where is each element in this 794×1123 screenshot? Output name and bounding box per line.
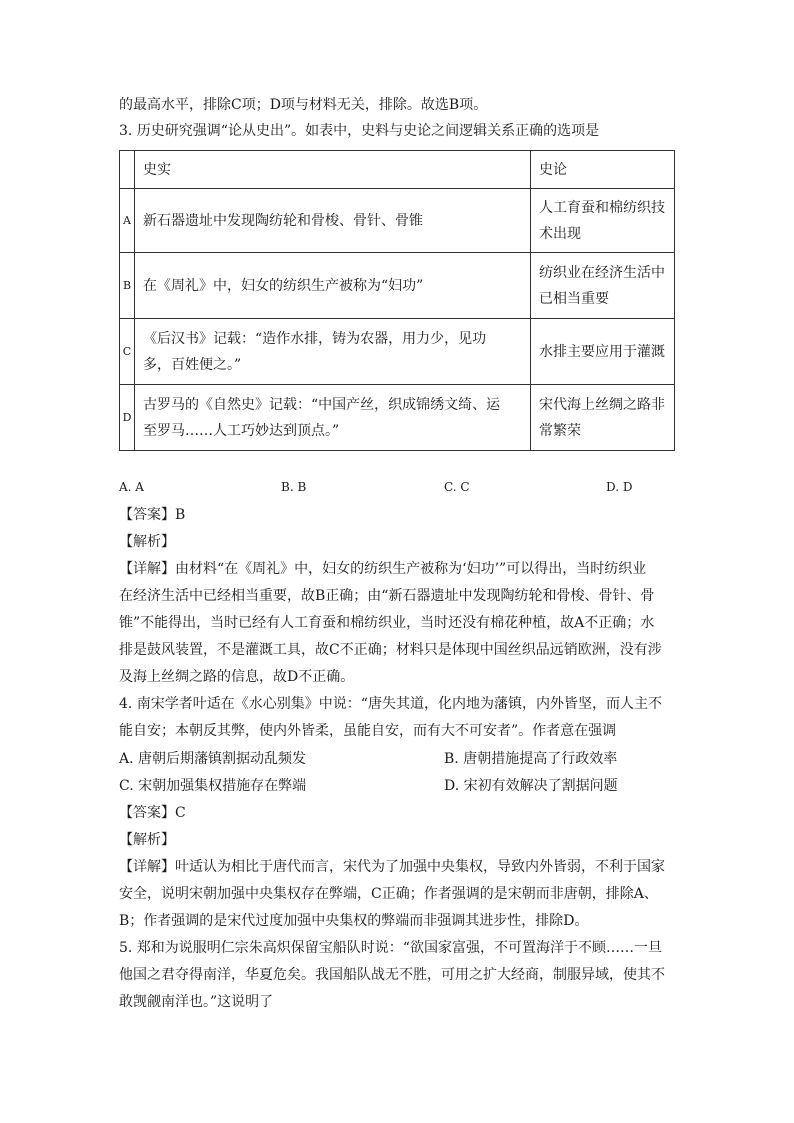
row-fact-line: 多，百姓便之。” [143, 356, 242, 373]
row-view [531, 253, 675, 319]
row-fact-line: 至罗马……人工巧妙达到顶点。” [143, 422, 340, 439]
table-header-fact: 史实 [135, 151, 531, 189]
q3-analysis-title: 【解析】 [119, 534, 175, 550]
row-fact [135, 385, 531, 451]
intro-line: 的最高水平，排除C项；D项与材料无关，排除。故选B项。 [119, 97, 488, 113]
q3-option-d: D. D [606, 480, 633, 494]
row-view [531, 189, 675, 253]
row-label: A [120, 189, 135, 253]
row-fact-line: 在《周礼》中，妇女的纺织生产被称为“妇功” [143, 277, 424, 294]
table-header-row [120, 151, 675, 189]
q3-options [119, 474, 679, 500]
q4-answer: 【答案】C [119, 805, 186, 821]
q3-detail-line: 锥”不能得出，当时已经有人工育蚕和棉纺织业，当时还没有棉花种植，故A不正确；水 [119, 615, 655, 631]
row-view-line: 人工育蚕和棉纺织技 [539, 199, 665, 216]
q3-option-b: B. B [281, 480, 307, 494]
q4-detail-line: B；作者强调的是宋代过度加强中央集权的弊端而非强调其进步性，排除D。 [119, 913, 589, 929]
q4-analysis-title: 【解析】 [119, 832, 175, 848]
row-label: B [120, 253, 135, 319]
row-view-line: 纺织业在经济生活中 [539, 264, 665, 281]
row-fact [135, 189, 531, 253]
q3-detail-line: 在经济生活中已经相当重要，故B正确；由“新石器遗址中发现陶纺轮和骨梭、骨针、骨 [119, 588, 655, 604]
table-row [120, 385, 675, 451]
table-header-view: 史论 [531, 151, 675, 189]
q3-table [119, 150, 675, 451]
q3-detail-line: 及海上丝绸之路的信息，故D不正确。 [119, 669, 355, 685]
row-view-line: 水排主要应用于灌溉 [539, 343, 665, 360]
q3-stem: 3. 历史研究强调“论从史出”。如表中，史料与史论之间逻辑关系正确的选项是 [119, 123, 600, 139]
q4-option-d: D. 宋初有效解决了割据问题 [444, 778, 618, 794]
q4-option-a: A. 唐朝后期藩镇割据动乱频发 [119, 751, 307, 767]
row-view-line: 已相当重要 [539, 290, 609, 307]
row-fact [135, 319, 531, 385]
table-row [120, 253, 675, 319]
q4-stem-line: 能自安；本朝反其弊，使内外皆柔，虽能自安，而有大不可安者”。作者意在强调 [119, 723, 617, 739]
q3-answer: 【答案】B [119, 507, 186, 523]
row-view-line: 术出现 [539, 225, 581, 242]
q5-stem-line: 他国之君夺得南洋，华夏危矣。我国船队战无不胜，可用之扩大经商，制服异域，使其不 [119, 967, 665, 983]
row-view-line: 宋代海上丝绸之路非 [539, 396, 665, 413]
q3-option-c: C. C [444, 480, 470, 494]
row-fact-line: 新石器遗址中发现陶纺轮和骨梭、骨针、骨锥 [143, 212, 423, 229]
table-header-label [120, 151, 135, 189]
row-view [531, 385, 675, 451]
q3-detail-line: 【详解】由材料“在《周礼》中，妇女的纺织生产被称为‘妇功’”可以得出，当时纺织业 [119, 561, 647, 577]
row-view [531, 319, 675, 385]
row-fact [135, 253, 531, 319]
q4-detail-line: 安全，说明宋朝加强中央集权存在弊端，C正确；作者强调的是宋朝而非唐朝，排除A、 [119, 886, 658, 902]
row-label: D [120, 385, 135, 451]
q5-stem-line: 5. 郑和为说服明仁宗朱高炽保留宝船队时说：“欲国家富强，不可置海洋于不顾……一旦 [119, 940, 662, 956]
q3-detail-line: 排是鼓风装置，不是灌溉工具，故C不正确；材料只是体现中国丝织品远销欧洲，没有涉 [119, 642, 662, 658]
row-fact-line: 《后汉书》记载：“造作水排，铸为农器，用力少，见功 [143, 330, 487, 347]
table-row [120, 319, 675, 385]
q5-stem-line: 敢觊觎南洋也。”这说明了 [119, 994, 274, 1010]
q4-detail-line: 【详解】叶适认为相比于唐代而言，宋代为了加强中央集权，导致内外皆弱，不利于国家 [119, 859, 665, 875]
q4-option-b: B. 唐朝措施提高了行政效率 [444, 751, 618, 767]
row-fact-line: 古罗马的《自然史》记载：“中国产丝，织成锦绣文绮、运 [143, 396, 501, 413]
q3-option-a: A. A [119, 480, 144, 494]
row-view-line: 常繁荣 [539, 422, 581, 439]
row-label: C [120, 319, 135, 385]
q4-stem-line: 4. 南宋学者叶适在《水心别集》中说：“唐失其道，化内地为藩镇，内外皆坚，而人主不 [119, 696, 662, 712]
table-row [120, 189, 675, 253]
q4-option-c: C. 宋朝加强集权措施存在弊端 [119, 778, 307, 794]
